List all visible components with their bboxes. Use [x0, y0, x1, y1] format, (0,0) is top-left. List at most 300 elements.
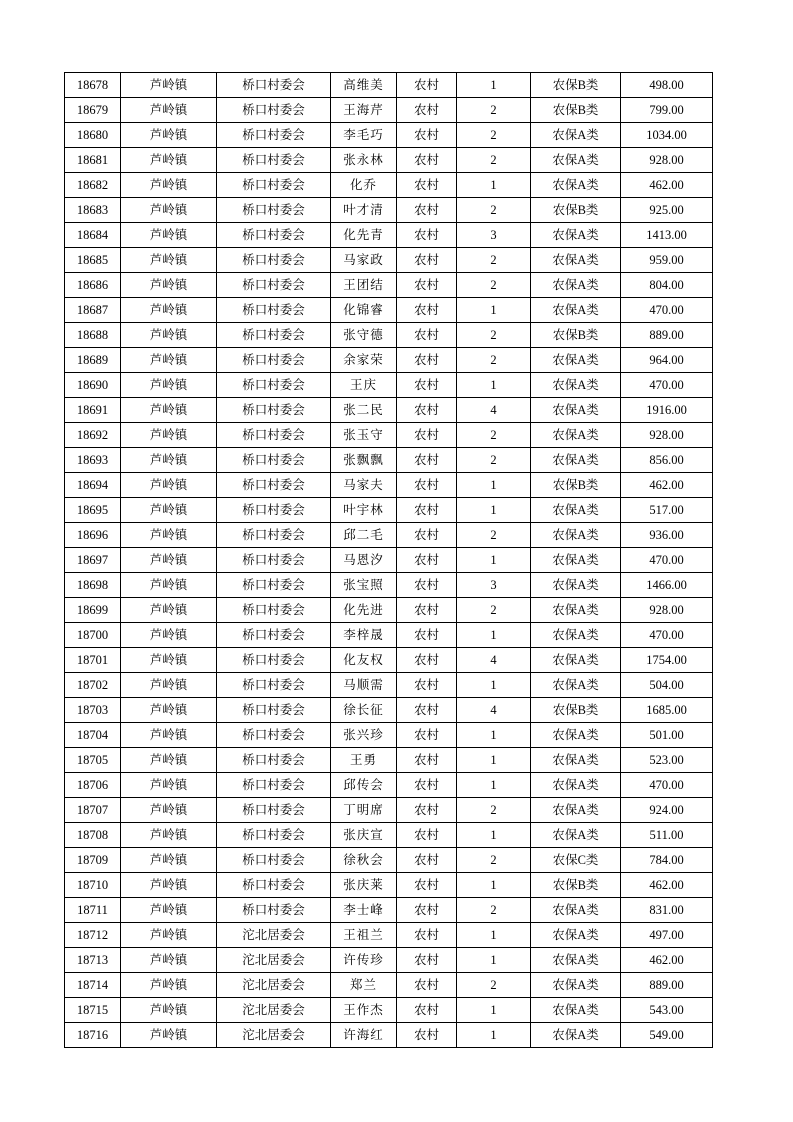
cell-insurance: 农保A类 — [531, 973, 621, 998]
cell-amount: 462.00 — [621, 873, 713, 898]
cell-residence: 农村 — [397, 498, 457, 523]
cell-persons: 1 — [457, 998, 531, 1023]
cell-residence: 农村 — [397, 448, 457, 473]
cell-persons: 2 — [457, 798, 531, 823]
cell-residence: 农村 — [397, 423, 457, 448]
cell-town: 芦岭镇 — [121, 648, 217, 673]
cell-village: 沱北居委会 — [217, 923, 331, 948]
cell-insurance: 农保A类 — [531, 523, 621, 548]
cell-insurance: 农保A类 — [531, 548, 621, 573]
cell-name: 张玉守 — [331, 423, 397, 448]
cell-persons: 1 — [457, 923, 531, 948]
cell-residence: 农村 — [397, 623, 457, 648]
cell-id: 18686 — [65, 273, 121, 298]
cell-village: 桥口村委会 — [217, 423, 331, 448]
cell-id: 18708 — [65, 823, 121, 848]
cell-residence: 农村 — [397, 323, 457, 348]
cell-village: 桥口村委会 — [217, 173, 331, 198]
cell-id: 18697 — [65, 548, 121, 573]
cell-insurance: 农保B类 — [531, 698, 621, 723]
cell-amount: 964.00 — [621, 348, 713, 373]
cell-amount: 523.00 — [621, 748, 713, 773]
cell-name: 丁明席 — [331, 798, 397, 823]
cell-residence: 农村 — [397, 648, 457, 673]
cell-insurance: 农保A类 — [531, 348, 621, 373]
cell-name: 张飘飘 — [331, 448, 397, 473]
cell-id: 18692 — [65, 423, 121, 448]
cell-id: 18690 — [65, 373, 121, 398]
table-row — [65, 223, 713, 248]
cell-village: 桥口村委会 — [217, 523, 331, 548]
cell-persons: 1 — [457, 748, 531, 773]
cell-amount: 462.00 — [621, 948, 713, 973]
cell-id: 18682 — [65, 173, 121, 198]
cell-residence: 农村 — [397, 973, 457, 998]
cell-village: 桥口村委会 — [217, 198, 331, 223]
cell-persons: 2 — [457, 148, 531, 173]
cell-name: 邱传会 — [331, 773, 397, 798]
cell-town: 芦岭镇 — [121, 248, 217, 273]
cell-persons: 1 — [457, 873, 531, 898]
cell-amount: 511.00 — [621, 823, 713, 848]
cell-amount: 1754.00 — [621, 648, 713, 673]
cell-name: 化先青 — [331, 223, 397, 248]
cell-residence: 农村 — [397, 998, 457, 1023]
cell-id: 18693 — [65, 448, 121, 473]
cell-insurance: 农保A类 — [531, 373, 621, 398]
cell-amount: 889.00 — [621, 323, 713, 348]
cell-id: 18701 — [65, 648, 121, 673]
cell-id: 18678 — [65, 73, 121, 98]
cell-town: 芦岭镇 — [121, 748, 217, 773]
cell-amount: 959.00 — [621, 248, 713, 273]
table-row — [65, 123, 713, 148]
cell-amount: 831.00 — [621, 898, 713, 923]
cell-name: 张庆莱 — [331, 873, 397, 898]
cell-amount: 470.00 — [621, 623, 713, 648]
cell-insurance: 农保A类 — [531, 423, 621, 448]
cell-village: 桥口村委会 — [217, 123, 331, 148]
cell-persons: 1 — [457, 473, 531, 498]
cell-insurance: 农保A类 — [531, 948, 621, 973]
cell-persons: 2 — [457, 198, 531, 223]
cell-town: 芦岭镇 — [121, 798, 217, 823]
table-row — [65, 173, 713, 198]
cell-residence: 农村 — [397, 898, 457, 923]
cell-town: 芦岭镇 — [121, 223, 217, 248]
cell-residence: 农村 — [397, 348, 457, 373]
cell-town: 芦岭镇 — [121, 473, 217, 498]
cell-id: 18702 — [65, 673, 121, 698]
cell-insurance: 农保A类 — [531, 723, 621, 748]
cell-persons: 1 — [457, 673, 531, 698]
cell-village: 桥口村委会 — [217, 848, 331, 873]
cell-id: 18685 — [65, 248, 121, 273]
table-row — [65, 898, 713, 923]
cell-persons: 4 — [457, 648, 531, 673]
cell-id: 18716 — [65, 1023, 121, 1048]
cell-residence: 农村 — [397, 523, 457, 548]
cell-residence: 农村 — [397, 248, 457, 273]
cell-id: 18712 — [65, 923, 121, 948]
cell-town: 芦岭镇 — [121, 173, 217, 198]
cell-persons: 1 — [457, 948, 531, 973]
cell-name: 李士峰 — [331, 898, 397, 923]
cell-residence: 农村 — [397, 823, 457, 848]
table-row — [65, 648, 713, 673]
cell-town: 芦岭镇 — [121, 298, 217, 323]
cell-insurance: 农保A类 — [531, 823, 621, 848]
table-row — [65, 923, 713, 948]
cell-id: 18683 — [65, 198, 121, 223]
cell-persons: 1 — [457, 1023, 531, 1048]
cell-town: 芦岭镇 — [121, 773, 217, 798]
cell-id: 18700 — [65, 623, 121, 648]
cell-persons: 2 — [457, 448, 531, 473]
cell-town: 芦岭镇 — [121, 323, 217, 348]
cell-village: 桥口村委会 — [217, 498, 331, 523]
cell-persons: 2 — [457, 898, 531, 923]
cell-amount: 1685.00 — [621, 698, 713, 723]
cell-residence: 农村 — [397, 123, 457, 148]
table-row — [65, 873, 713, 898]
cell-name: 张兴珍 — [331, 723, 397, 748]
cell-persons: 2 — [457, 848, 531, 873]
cell-village: 沱北居委会 — [217, 998, 331, 1023]
cell-name: 徐秋会 — [331, 848, 397, 873]
table-row — [65, 973, 713, 998]
cell-residence: 农村 — [397, 473, 457, 498]
cell-residence: 农村 — [397, 98, 457, 123]
cell-residence: 农村 — [397, 748, 457, 773]
cell-persons: 1 — [457, 373, 531, 398]
cell-amount: 470.00 — [621, 773, 713, 798]
cell-id: 18711 — [65, 898, 121, 923]
cell-town: 芦岭镇 — [121, 273, 217, 298]
cell-name: 高维美 — [331, 73, 397, 98]
table-row — [65, 998, 713, 1023]
cell-village: 桥口村委会 — [217, 698, 331, 723]
cell-village: 桥口村委会 — [217, 748, 331, 773]
table-row — [65, 73, 713, 98]
cell-town: 芦岭镇 — [121, 948, 217, 973]
cell-town: 芦岭镇 — [121, 448, 217, 473]
table-row — [65, 473, 713, 498]
cell-name: 化锦睿 — [331, 298, 397, 323]
cell-name: 郑兰 — [331, 973, 397, 998]
cell-town: 芦岭镇 — [121, 398, 217, 423]
cell-insurance: 农保A类 — [531, 148, 621, 173]
cell-amount: 504.00 — [621, 673, 713, 698]
cell-name: 马家夫 — [331, 473, 397, 498]
cell-village: 桥口村委会 — [217, 223, 331, 248]
cell-persons: 2 — [457, 323, 531, 348]
cell-id: 18713 — [65, 948, 121, 973]
cell-persons: 2 — [457, 423, 531, 448]
cell-amount: 1034.00 — [621, 123, 713, 148]
cell-village: 桥口村委会 — [217, 98, 331, 123]
cell-residence: 农村 — [397, 223, 457, 248]
cell-insurance: 农保A类 — [531, 998, 621, 1023]
cell-name: 叶宇林 — [331, 498, 397, 523]
cell-village: 桥口村委会 — [217, 623, 331, 648]
table-row — [65, 573, 713, 598]
cell-village: 桥口村委会 — [217, 323, 331, 348]
cell-residence: 农村 — [397, 573, 457, 598]
table-row — [65, 273, 713, 298]
cell-persons: 2 — [457, 348, 531, 373]
cell-town: 芦岭镇 — [121, 823, 217, 848]
cell-town: 芦岭镇 — [121, 123, 217, 148]
cell-village: 桥口村委会 — [217, 798, 331, 823]
cell-village: 桥口村委会 — [217, 823, 331, 848]
cell-insurance: 农保B类 — [531, 323, 621, 348]
cell-name: 王祖兰 — [331, 923, 397, 948]
cell-id: 18688 — [65, 323, 121, 348]
cell-village: 沱北居委会 — [217, 948, 331, 973]
cell-id: 18681 — [65, 148, 121, 173]
cell-amount: 470.00 — [621, 548, 713, 573]
cell-residence: 农村 — [397, 873, 457, 898]
cell-amount: 543.00 — [621, 998, 713, 1023]
cell-id: 18706 — [65, 773, 121, 798]
cell-name: 马恩汐 — [331, 548, 397, 573]
cell-amount: 889.00 — [621, 973, 713, 998]
table-row — [65, 248, 713, 273]
cell-residence: 农村 — [397, 373, 457, 398]
cell-id: 18695 — [65, 498, 121, 523]
cell-id: 18710 — [65, 873, 121, 898]
cell-id: 18698 — [65, 573, 121, 598]
cell-residence: 农村 — [397, 598, 457, 623]
cell-persons: 1 — [457, 773, 531, 798]
cell-amount: 924.00 — [621, 798, 713, 823]
cell-residence: 农村 — [397, 723, 457, 748]
table-row — [65, 698, 713, 723]
cell-id: 18715 — [65, 998, 121, 1023]
cell-id: 18714 — [65, 973, 121, 998]
cell-name: 张庆宣 — [331, 823, 397, 848]
table-row — [65, 198, 713, 223]
cell-insurance: 农保A类 — [531, 923, 621, 948]
cell-town: 芦岭镇 — [121, 698, 217, 723]
cell-village: 桥口村委会 — [217, 473, 331, 498]
cell-residence: 农村 — [397, 198, 457, 223]
table-row — [65, 423, 713, 448]
cell-name: 王团结 — [331, 273, 397, 298]
cell-village: 桥口村委会 — [217, 248, 331, 273]
cell-village: 沱北居委会 — [217, 1023, 331, 1048]
cell-persons: 2 — [457, 523, 531, 548]
cell-village: 桥口村委会 — [217, 573, 331, 598]
cell-insurance: 农保A类 — [531, 123, 621, 148]
cell-name: 徐长征 — [331, 698, 397, 723]
cell-insurance: 农保A类 — [531, 448, 621, 473]
cell-residence: 农村 — [397, 298, 457, 323]
cell-name: 化乔 — [331, 173, 397, 198]
table-row — [65, 673, 713, 698]
cell-amount: 497.00 — [621, 923, 713, 948]
cell-amount: 928.00 — [621, 598, 713, 623]
table-row — [65, 848, 713, 873]
cell-name: 李梓晟 — [331, 623, 397, 648]
cell-amount: 501.00 — [621, 723, 713, 748]
cell-village: 桥口村委会 — [217, 898, 331, 923]
table-row — [65, 398, 713, 423]
cell-town: 芦岭镇 — [121, 898, 217, 923]
cell-id: 18689 — [65, 348, 121, 373]
table-row — [65, 1023, 713, 1048]
cell-persons: 1 — [457, 498, 531, 523]
cell-residence: 农村 — [397, 798, 457, 823]
cell-residence: 农村 — [397, 273, 457, 298]
cell-name: 王庆 — [331, 373, 397, 398]
cell-name: 许海红 — [331, 1023, 397, 1048]
cell-name: 邱二毛 — [331, 523, 397, 548]
cell-persons: 3 — [457, 573, 531, 598]
cell-amount: 462.00 — [621, 473, 713, 498]
table-row — [65, 823, 713, 848]
cell-id: 18691 — [65, 398, 121, 423]
cell-village: 桥口村委会 — [217, 873, 331, 898]
cell-residence: 农村 — [397, 773, 457, 798]
cell-name: 张守德 — [331, 323, 397, 348]
cell-persons: 2 — [457, 973, 531, 998]
cell-persons: 2 — [457, 273, 531, 298]
cell-insurance: 农保A类 — [531, 273, 621, 298]
cell-town: 芦岭镇 — [121, 623, 217, 648]
cell-persons: 1 — [457, 548, 531, 573]
cell-persons: 2 — [457, 123, 531, 148]
cell-amount: 928.00 — [621, 148, 713, 173]
cell-name: 余家荣 — [331, 348, 397, 373]
cell-amount: 799.00 — [621, 98, 713, 123]
cell-village: 桥口村委会 — [217, 298, 331, 323]
cell-insurance: 农保B类 — [531, 198, 621, 223]
cell-town: 芦岭镇 — [121, 923, 217, 948]
cell-id: 18696 — [65, 523, 121, 548]
cell-residence: 农村 — [397, 73, 457, 98]
cell-id: 18687 — [65, 298, 121, 323]
cell-insurance: 农保A类 — [531, 798, 621, 823]
cell-insurance: 农保A类 — [531, 1023, 621, 1048]
cell-insurance: 农保A类 — [531, 648, 621, 673]
cell-residence: 农村 — [397, 548, 457, 573]
table-row — [65, 323, 713, 348]
cell-amount: 1413.00 — [621, 223, 713, 248]
cell-village: 桥口村委会 — [217, 148, 331, 173]
cell-name: 张宝照 — [331, 573, 397, 598]
cell-id: 18684 — [65, 223, 121, 248]
cell-town: 芦岭镇 — [121, 348, 217, 373]
table-row — [65, 598, 713, 623]
table-row — [65, 748, 713, 773]
cell-residence: 农村 — [397, 1023, 457, 1048]
cell-persons: 4 — [457, 698, 531, 723]
cell-insurance: 农保A类 — [531, 498, 621, 523]
cell-insurance: 农保A类 — [531, 248, 621, 273]
cell-amount: 470.00 — [621, 298, 713, 323]
cell-town: 芦岭镇 — [121, 973, 217, 998]
cell-id: 18680 — [65, 123, 121, 148]
cell-id: 18705 — [65, 748, 121, 773]
cell-name: 马顺需 — [331, 673, 397, 698]
table-row — [65, 498, 713, 523]
cell-insurance: 农保B类 — [531, 73, 621, 98]
cell-amount: 517.00 — [621, 498, 713, 523]
table-row — [65, 523, 713, 548]
cell-persons: 1 — [457, 298, 531, 323]
cell-insurance: 农保A类 — [531, 398, 621, 423]
cell-amount: 1466.00 — [621, 573, 713, 598]
table-row — [65, 98, 713, 123]
cell-id: 18699 — [65, 598, 121, 623]
cell-town: 芦岭镇 — [121, 198, 217, 223]
cell-amount: 928.00 — [621, 423, 713, 448]
cell-persons: 2 — [457, 248, 531, 273]
cell-village: 桥口村委会 — [217, 548, 331, 573]
cell-town: 芦岭镇 — [121, 148, 217, 173]
cell-residence: 农村 — [397, 173, 457, 198]
cell-name: 马家政 — [331, 248, 397, 273]
cell-name: 叶才清 — [331, 198, 397, 223]
cell-insurance: 农保A类 — [531, 748, 621, 773]
cell-insurance: 农保B类 — [531, 473, 621, 498]
cell-village: 桥口村委会 — [217, 73, 331, 98]
cell-amount: 549.00 — [621, 1023, 713, 1048]
cell-town: 芦岭镇 — [121, 98, 217, 123]
cell-persons: 1 — [457, 173, 531, 198]
table-row — [65, 298, 713, 323]
cell-id: 18709 — [65, 848, 121, 873]
table-row — [65, 623, 713, 648]
cell-town: 芦岭镇 — [121, 73, 217, 98]
cell-insurance: 农保A类 — [531, 573, 621, 598]
cell-id: 18694 — [65, 473, 121, 498]
cell-persons: 1 — [457, 723, 531, 748]
cell-village: 桥口村委会 — [217, 598, 331, 623]
cell-village: 桥口村委会 — [217, 273, 331, 298]
table-row — [65, 373, 713, 398]
cell-amount: 470.00 — [621, 373, 713, 398]
cell-village: 沱北居委会 — [217, 973, 331, 998]
cell-persons: 2 — [457, 98, 531, 123]
cell-residence: 农村 — [397, 848, 457, 873]
cell-name: 化先进 — [331, 598, 397, 623]
cell-village: 桥口村委会 — [217, 723, 331, 748]
cell-town: 芦岭镇 — [121, 598, 217, 623]
cell-id: 18704 — [65, 723, 121, 748]
cell-town: 芦岭镇 — [121, 873, 217, 898]
cell-amount: 925.00 — [621, 198, 713, 223]
cell-insurance: 农保B类 — [531, 98, 621, 123]
cell-amount: 462.00 — [621, 173, 713, 198]
cell-insurance: 农保A类 — [531, 173, 621, 198]
cell-insurance: 农保B类 — [531, 873, 621, 898]
cell-village: 桥口村委会 — [217, 773, 331, 798]
cell-amount: 804.00 — [621, 273, 713, 298]
cell-name: 王勇 — [331, 748, 397, 773]
table-row — [65, 948, 713, 973]
cell-name: 张二民 — [331, 398, 397, 423]
table-row — [65, 548, 713, 573]
cell-name: 张永林 — [331, 148, 397, 173]
cell-amount: 936.00 — [621, 523, 713, 548]
cell-town: 芦岭镇 — [121, 573, 217, 598]
cell-residence: 农村 — [397, 923, 457, 948]
table-row — [65, 348, 713, 373]
cell-village: 桥口村委会 — [217, 448, 331, 473]
